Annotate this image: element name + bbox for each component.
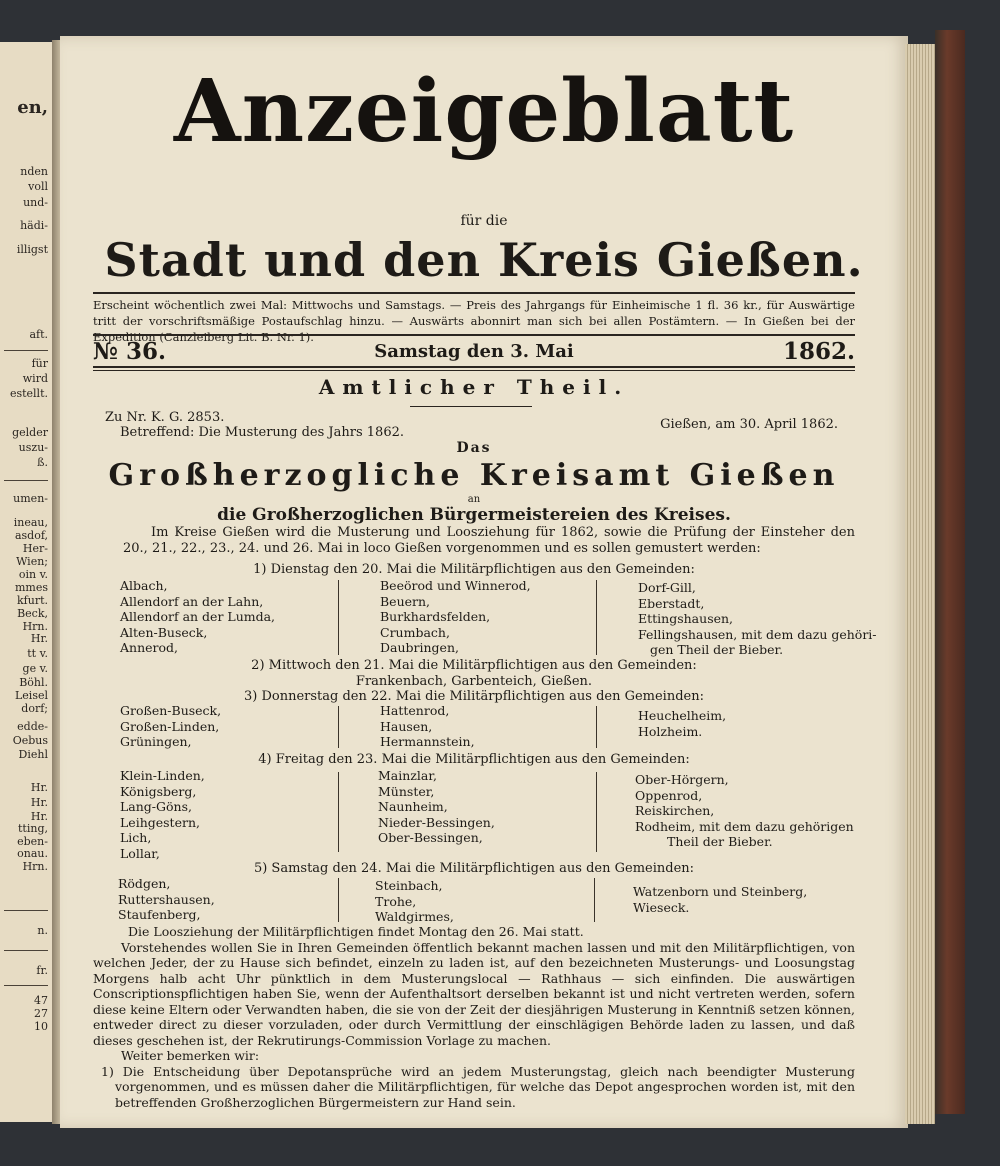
left-page-fragment-text: hädi-	[20, 219, 48, 232]
column-divider	[594, 878, 595, 922]
list-item: Ruttershausen,	[118, 891, 215, 907]
list-item: Großen-Linden,	[120, 718, 220, 734]
article-das: Das	[456, 440, 492, 456]
left-page-rule	[4, 350, 48, 351]
list-item: Naunheim,	[378, 799, 448, 814]
left-page-fragment-text: onau.	[17, 847, 48, 860]
issue-rule-bottom-thin	[93, 370, 855, 371]
list-item: Allendorf an der Lumda,	[120, 609, 276, 624]
left-page-rule	[4, 480, 48, 481]
day-4-col-2	[378, 768, 495, 846]
left-page-fragment-text: gelder	[12, 426, 48, 439]
left-page-fragment-text: Böhl.	[19, 676, 48, 689]
list-item: Großen-Buseck,	[120, 703, 222, 718]
left-page-fragment-text: 27	[34, 1007, 48, 1020]
column-divider	[338, 580, 339, 655]
left-page-fragment	[0, 42, 54, 1122]
list-item: Heuchelheim,	[638, 708, 727, 723]
list-item: Klein-Linden,	[120, 768, 205, 783]
list-item: Annerod,	[120, 640, 179, 655]
closing-section	[93, 924, 855, 1110]
list-item: Leihgestern,	[120, 814, 200, 830]
left-page-fragment-text: für	[31, 357, 48, 370]
column-divider	[338, 772, 339, 852]
left-page-fragment-text: n.	[37, 924, 48, 937]
left-page-fragment-text: aft.	[29, 328, 48, 341]
masthead-title: Anzeigeblatt	[173, 61, 795, 162]
issue-rule-top	[93, 334, 855, 336]
left-page-fragment-text: Wien;	[16, 555, 48, 568]
item-1: 1) Die Entscheidung über Depotansprüche wird an jedem Musterungstag, gleich nach beendigter Musterung vorgenommen, und es müssen daher die Militärpflichtigen, für welche das Depot angesprochen worden ist, mit den betreffenden Großherzoglichen Bürgermeistern zur Hand sein.	[101, 1063, 855, 1110]
article-an: an	[467, 494, 481, 505]
list-item: Hermannstein,	[380, 734, 475, 749]
list-item: Daubringen,	[380, 640, 459, 655]
list-item: Theil der Bieber.	[667, 834, 773, 849]
list-item: Watzenborn und Steinberg,	[633, 884, 808, 899]
list-item: Alten-Buseck,	[120, 624, 208, 640]
left-page-fragment-text: Leisel	[14, 689, 48, 702]
book-spine	[935, 30, 965, 1114]
instruction-paragraph: Vorstehendes wollen Sie in Ihren Gemeinden öffentlich bekannt machen lassen und mit den Militärpflichtigen, von welchen Jeder, der zu Hause sich befindet, einzeln zu laden ist, auf den bezeichneten Musterungs- und Loosungstag Morgens halb acht Uhr pünktlich in dem Musterungslocal — Rathhaus — sich einfinden. Die auswärtigen Conscriptionspflichtigen haben Sie, wenn der Aufenthaltsort derselben bekannt ist und nicht vertreten werden, sofern diese keine Eltern oder Verwandten haben, die sie von der Zeit der diesjährigen Musterung in Kenntniß setzen können, entweder direct zu dieser vorzuladen, oder durch Vermittlung der einschlägigen Behörde laden zu lassen, und daß dieses geschehen ist, der Rekrutirungs-Commission Vorlage zu machen.	[93, 939, 855, 1048]
list-item: Rodheim, mit dem dazu gehörigen	[635, 818, 854, 834]
day-4-heading: 4) Freitag den 23. Mai die Militärpflichtigen aus den Gemeinden:	[258, 752, 690, 767]
day-5-col-1	[118, 876, 215, 923]
list-item: Trohe,	[375, 893, 417, 909]
list-item: Mainzlar,	[378, 768, 437, 783]
day-5-col-3	[633, 884, 807, 915]
left-page-fragment-text: kfurt.	[17, 594, 48, 607]
list-item: Reiskirchen,	[635, 803, 715, 818]
left-page-fragment-text: Hr.	[30, 810, 48, 823]
left-page-fragment-text: tting,	[18, 822, 48, 835]
section-title: Amtlicher Theil.	[318, 375, 630, 399]
left-page-fragment-text: 10	[34, 1020, 48, 1033]
authority-heading: Großherzogliche Kreisamt Gießen	[108, 458, 840, 493]
list-item: Fellingshausen, mit dem dazu gehöri-	[638, 626, 877, 642]
day-1-col-2	[380, 578, 531, 656]
list-item: Lang-Göns,	[120, 799, 192, 814]
left-page-fragment-text: Her-	[22, 542, 48, 555]
page-edges	[905, 44, 935, 1124]
left-page-rule	[4, 985, 48, 986]
issue-date: Samstag den 3. Mai	[374, 341, 574, 362]
column-divider	[338, 878, 339, 922]
list-item: gen Theil der Bieber.	[650, 642, 784, 657]
left-page-fragment-text: en,	[17, 98, 48, 118]
list-item: Eberstadt,	[638, 595, 705, 611]
list-item: Holzheim.	[638, 723, 703, 739]
column-divider	[338, 706, 339, 748]
publication-info: Erscheint wöchentlich zwei Mal: Mittwochs und Samstags. — Preis des Jahrgangs für Einheimische 1 fl. 36 kr., für Auswärtige tritt der vorschriftsmäßige Postaufschlag hinzu. — Auswärts abonnirt man sich bei allen Postämtern. — In Gießen bei der Expedition (Canzleiberg Lit. B. Nr. 1).	[93, 298, 855, 344]
left-page-fragment-text: umen-	[13, 492, 48, 505]
day-1-col-1	[120, 578, 275, 656]
day-4-col-1	[120, 768, 205, 861]
left-page-fragment-text: ineau,	[13, 516, 48, 529]
day-2-list: Frankenbach, Garbenteich, Gießen.	[355, 674, 593, 689]
masthead-fuer-die: für die	[460, 213, 508, 229]
issue-rule-bottom	[93, 366, 855, 368]
day-2-heading: 2) Mittwoch den 21. Mai die Militärpflichtigen aus den Gemeinden:	[251, 658, 697, 673]
left-page-fragment-text: estellt.	[9, 387, 48, 400]
day-1-col-3	[638, 580, 877, 658]
section-underline	[410, 406, 532, 407]
day-3-col-1	[120, 703, 221, 750]
masthead-subtitle: Stadt und den Kreis Gießen.	[104, 233, 864, 287]
list-item: Ober-Hörgern,	[635, 772, 729, 787]
list-item: Crumbach,	[380, 624, 450, 640]
day-1-heading: 1) Dienstag den 20. Mai die Militärpflichtigen aus den Gemeinden:	[253, 562, 695, 577]
left-page-rule	[4, 950, 48, 951]
left-page-fragment-text: nden	[20, 165, 48, 178]
list-item: Ober-Bessingen,	[378, 830, 483, 845]
weiter-bemerken: Weiter bemerken wir:	[121, 1048, 260, 1063]
list-item: Waldgirmes,	[375, 909, 454, 924]
list-item: Steinbach,	[375, 878, 443, 893]
list-item: Rödgen,	[118, 876, 171, 891]
list-item: Beuern,	[380, 593, 431, 609]
left-page-fragment-text: Hrn.	[22, 860, 48, 873]
masthead-rule-top	[93, 292, 855, 294]
left-page-fragment-text: Beck,	[17, 607, 48, 620]
left-page-fragment-text: Hr.	[30, 632, 48, 645]
left-page-fragment-text: Hr.	[30, 796, 48, 809]
list-item: Lich,	[120, 830, 152, 845]
left-page-fragment-text: oin v.	[18, 568, 48, 581]
left-page-fragment-text: voll	[28, 180, 48, 193]
left-page-fragment-text: 47	[34, 994, 48, 1007]
left-page-fragment-text: fr.	[36, 964, 48, 977]
recipient-heading: die Großherzoglichen Bürgermeistereien des Kreises.	[217, 505, 731, 525]
column-divider	[596, 706, 597, 748]
intro-paragraph	[93, 525, 855, 557]
issue-year: 1862.	[782, 338, 855, 365]
left-page-fragment-text: edde-	[17, 720, 48, 733]
column-divider	[596, 580, 597, 655]
left-page-fragment-text: mmes	[14, 581, 48, 594]
list-item: Oppenrod,	[635, 787, 703, 803]
list-item: Wieseck.	[633, 899, 690, 915]
list-item: Albach,	[120, 578, 168, 593]
left-page-fragment-text: ge v.	[22, 662, 48, 675]
column-divider	[596, 772, 597, 852]
day-5-heading: 5) Samstag den 24. Mai die Militärpflichtigen aus den Gemeinden:	[253, 861, 695, 876]
day-4-col-3	[635, 772, 854, 850]
list-item: Staufenberg,	[118, 907, 201, 922]
list-item: Grüningen,	[120, 734, 192, 749]
left-page-fragment-text: illigst	[16, 243, 48, 256]
left-page-fragment-text: Diehl	[18, 748, 48, 761]
list-item: Burkhardsfelden,	[380, 609, 491, 624]
reference-number: Zu Nr. K. G. 2853.	[105, 410, 225, 425]
intro-text: Im Kreise Gießen wird die Musterung und Loosziehung für 1862, sowie die Prüfung der Einsteher den 20., 21., 22., 23., 24. und 26. Mai in loco Gießen vorgenommen und es sollen gemustert werden:	[123, 525, 855, 556]
left-page-fragment-text: Hrn.	[22, 620, 48, 633]
left-page-rule	[4, 910, 48, 911]
list-item: Königsberg,	[120, 783, 197, 799]
list-item: Münster,	[378, 783, 435, 799]
list-item: Lollar,	[120, 845, 160, 861]
left-page-fragment-text: uszu-	[18, 441, 48, 454]
day-3-col-2	[380, 703, 475, 750]
left-page-fragment-text: asdof,	[14, 529, 48, 542]
list-item: Hattenrod,	[380, 703, 450, 718]
left-page-fragment-text: tt v.	[27, 647, 48, 660]
issue-number: № 36.	[93, 338, 167, 365]
left-page-fragment-text: Hr.	[30, 781, 48, 794]
left-page-fragment-text: eben-	[17, 835, 48, 848]
list-item: Ettingshausen,	[638, 611, 734, 626]
left-page-fragment-text: wird	[22, 372, 48, 385]
day-3-col-3	[638, 708, 726, 739]
day-3-heading: 3) Donnerstag den 22. Mai die Militärpflichtigen aus den Gemeinden:	[244, 689, 704, 704]
loosziehung-note: Die Loosziehung der Militärpflichtigen findet Montag den 26. Mai statt.	[128, 924, 584, 939]
list-item: Hausen,	[380, 718, 433, 734]
list-item: Dorf-Gill,	[638, 580, 696, 595]
left-page-fragment-text: dorf;	[21, 702, 48, 715]
left-page-fragment-text: und-	[23, 196, 48, 209]
list-item: Beeörod und Winnerod,	[380, 578, 531, 593]
day-5-col-2	[375, 878, 454, 925]
list-item: Allendorf an der Lahn,	[120, 593, 264, 609]
subject-line: Betreffend: Die Musterung des Jahrs 1862.	[120, 425, 404, 440]
left-page-fragment-text: Oebus	[12, 734, 48, 747]
list-item: Nieder-Bessingen,	[378, 814, 495, 830]
place-date: Gießen, am 30. April 1862.	[660, 417, 838, 432]
left-page-fragment-text: ß.	[37, 456, 48, 469]
